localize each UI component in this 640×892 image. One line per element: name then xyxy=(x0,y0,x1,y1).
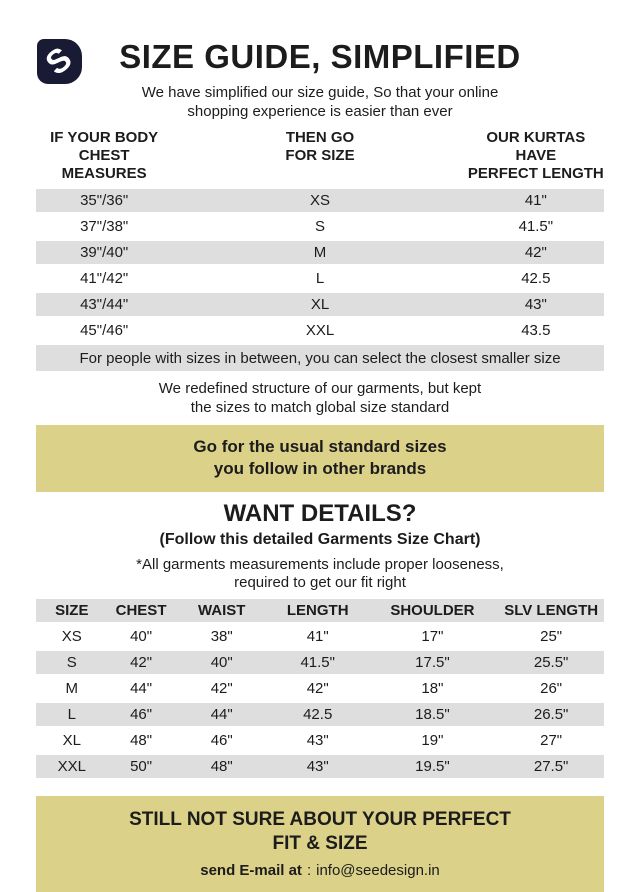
table-row: XS 40" 38" 41" 17" 25" xyxy=(36,625,604,648)
table-row: 41"/42" L 42.5 xyxy=(36,267,604,290)
table-row: L 46" 44" 42.5 18.5" 26.5" xyxy=(36,703,604,726)
contact-email-line xyxy=(36,862,604,879)
want-details-subtitle: (Follow this detailed Garments Size Chart) xyxy=(159,531,481,548)
simple-table-header-chest: IF YOUR BODY CHEST MEASURES xyxy=(50,129,159,182)
table-row: 45"/46" XXL 43.5 xyxy=(36,319,604,342)
table-row: 37"/38" S 41.5" xyxy=(36,215,604,238)
page-title: SIZE GUIDE, SIMPLIFIED xyxy=(119,38,521,75)
standard-sizes-banner: Go for the usual standard sizes you follow in other brands xyxy=(36,425,604,492)
table-row: S 42" 40" 41.5" 17.5" 25.5" xyxy=(36,651,604,674)
page-subtitle-line2: shopping experience is easier than ever xyxy=(187,103,453,120)
page-subtitle-line1: We have simplified our size guide, So that your online xyxy=(141,84,499,101)
redefined-structure-text: We redefined structure of our garments, but kept the sizes to match global size standard xyxy=(158,380,482,416)
looseness-note: *All garments measurements include proper looseness, required to get our fit right xyxy=(136,556,504,591)
brand-logo-icon xyxy=(37,39,82,84)
contact-banner-line2: FIT & SIZE xyxy=(272,833,368,854)
simple-table-header-length: OUR KURTAS HAVE PERFECT LENGTH xyxy=(467,129,604,182)
table-row: XL 48" 46" 43" 19" 27" xyxy=(36,729,604,752)
table-row: 43"/44" XL 43" xyxy=(36,293,604,316)
table-row: 39"/40" M 42" xyxy=(36,241,604,264)
table-row: 35"/36" XS 41" xyxy=(36,189,604,212)
header xyxy=(0,0,640,121)
detail-table-header: SIZE CHEST WAIST LENGTH SHOULDER SLV LENGTH xyxy=(36,599,604,622)
table-row: XXL 50" 48" 43" 19.5" 27.5" xyxy=(36,755,604,778)
simple-table-header xyxy=(36,129,604,183)
brand-logo-glyph: S xyxy=(38,39,79,83)
contact-banner xyxy=(36,796,604,892)
simple-size-table xyxy=(36,189,604,342)
in-between-note: For people with sizes in between, you can select the closest smaller size xyxy=(36,345,604,371)
email-separator: : xyxy=(306,862,312,879)
email-label: send E-mail at xyxy=(200,862,302,879)
simple-table-header-size: THEN GO FOR SIZE xyxy=(285,129,355,164)
detail-size-table xyxy=(36,599,604,778)
contact-banner-line1: STILL NOT SURE ABOUT YOUR PERFECT xyxy=(129,809,511,830)
want-details-title: WANT DETAILS? xyxy=(223,500,417,527)
support-email: info@seedesign.in xyxy=(316,862,440,879)
page-subtitle xyxy=(0,83,640,121)
table-row: M 44" 42" 42" 18" 26" xyxy=(36,677,604,700)
